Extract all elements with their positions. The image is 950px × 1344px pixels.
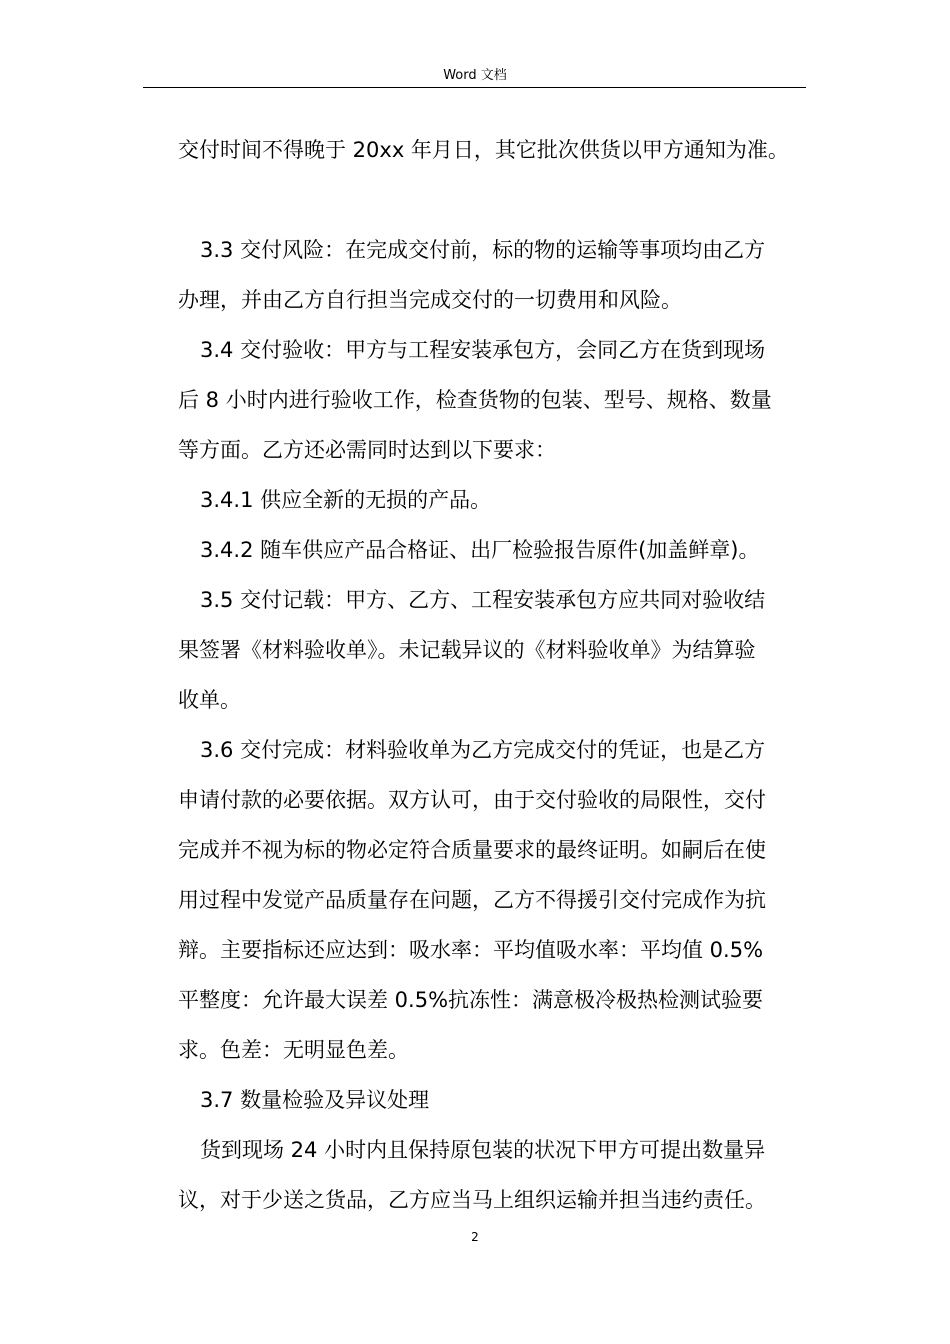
- body-line: 完成并不视为标的物必定符合质量要求的最终证明。如嗣后在使: [178, 838, 766, 862]
- body-line: 办理，并由乙方自行担当完成交付的一切费用和风险。: [178, 288, 682, 312]
- body-line: 收单。: [178, 688, 241, 712]
- body-line: 平整度：允许最大误差 0.5%抗冻性：满意极冷极热检测试验要: [178, 988, 764, 1012]
- body-line: 3.7 数量检验及异议处理: [200, 1088, 430, 1112]
- body-line: 3.5 交付记载：甲方、乙方、工程安装承包方应共同对验收结: [200, 588, 766, 612]
- body-line: 3.4 交付验收：甲方与工程安装承包方，会同乙方在货到现场: [200, 338, 766, 362]
- body-line: 3.6 交付完成：材料验收单为乙方完成交付的凭证，也是乙方: [200, 738, 766, 762]
- body-line: 3.4.1 供应全新的无损的产品。: [200, 488, 492, 512]
- body-line: 交付时间不得晚于 20xx 年月日，其它批次供货以甲方通知为准。: [178, 138, 789, 162]
- body-line: 用过程中发觉产品质量存在问题，乙方不得援引交付完成作为抗: [178, 888, 766, 912]
- body-line: 3.3 交付风险：在完成交付前，标的物的运输等事项均由乙方: [200, 238, 766, 262]
- page-number: 2: [471, 1230, 479, 1244]
- body-line: 议，对于少送之货品，乙方应当马上组织运输并担当违约责任。: [178, 1188, 766, 1212]
- header-divider: [143, 87, 806, 88]
- body-line: 等方面。乙方还必需同时达到以下要求：: [178, 438, 556, 462]
- body-line: 求。色差：无明显色差。: [178, 1038, 409, 1062]
- body-line: 货到现场 24 小时内且保持原包装的状况下甲方可提出数量异: [200, 1138, 766, 1162]
- body-line: 果签署《材料验收单》。未记载异议的《材料验收单》为结算验: [178, 638, 756, 662]
- body-line: 3.4.2 随车供应产品合格证、出厂检验报告原件(加盖鲜章)。: [200, 538, 760, 562]
- body-line: 后 8 小时内进行验收工作，检查货物的包装、型号、规格、数量: [178, 388, 772, 412]
- body-line: 申请付款的必要依据。双方认可，由于交付验收的局限性，交付: [178, 788, 766, 812]
- body-line: 辩。主要指标还应达到：吸水率：平均值吸水率：平均值 0.5%: [178, 938, 764, 962]
- page-header-title: Word 文档: [443, 68, 507, 83]
